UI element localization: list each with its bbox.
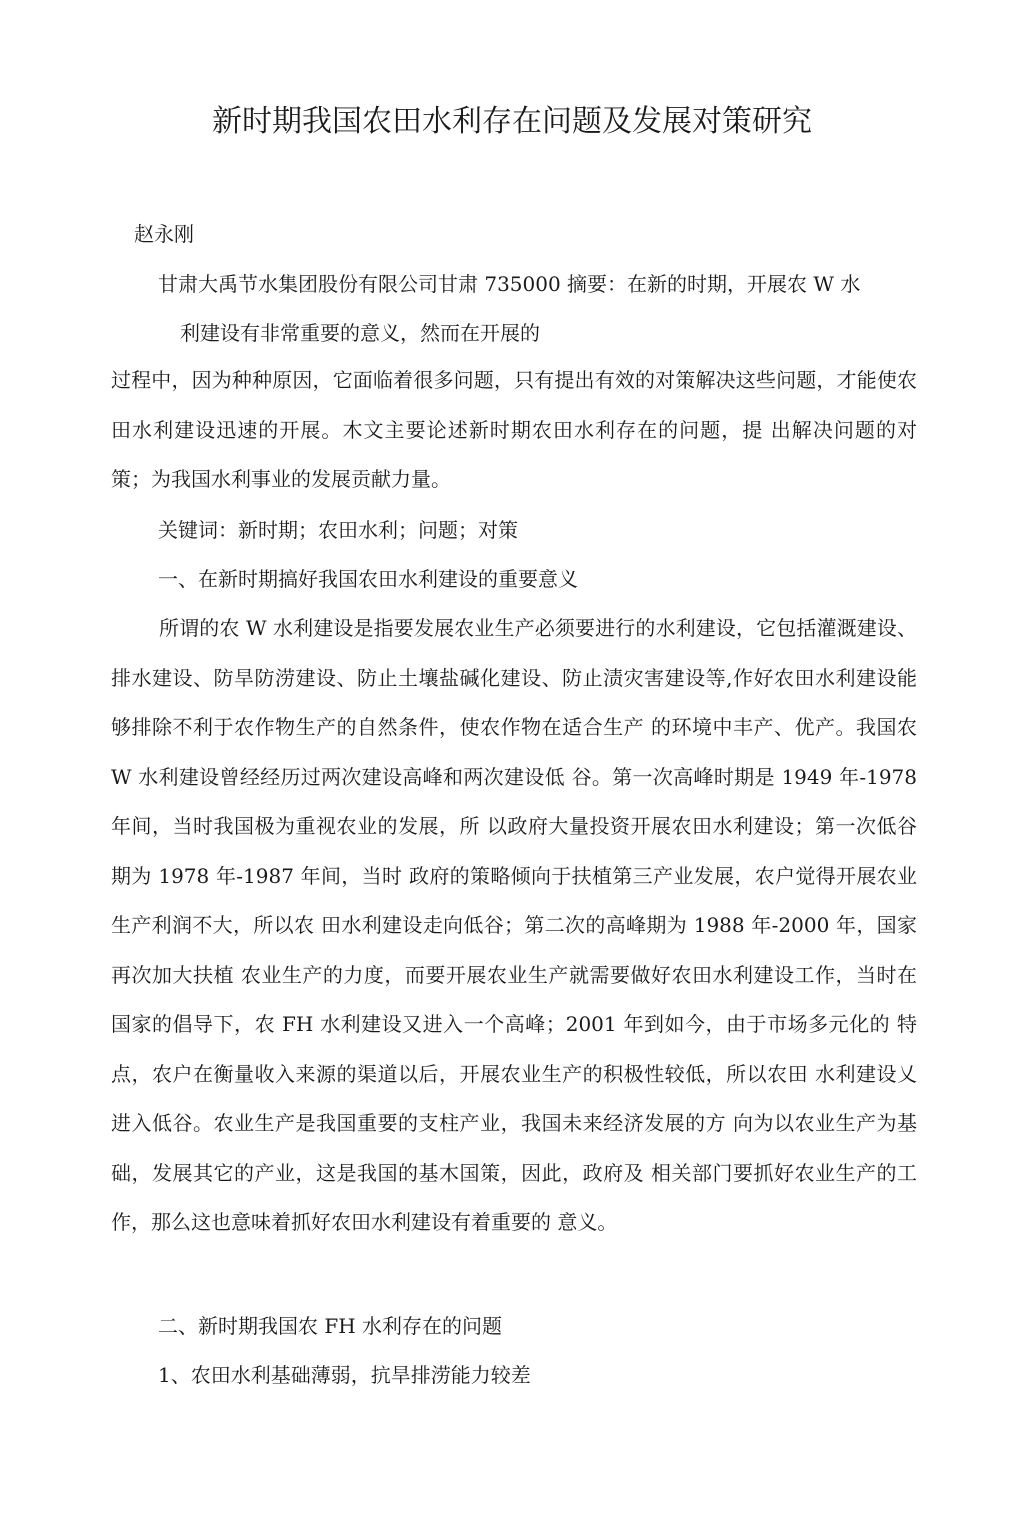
section-2-heading: 二、新时期我国农 FH 水利存在的问题	[158, 1314, 503, 1338]
subsection-1-heading: 1、农田水利基础薄弱，抗旱排涝能力较差	[158, 1363, 531, 1387]
document-title: 新时期我国农田水利存在问题及发展对策研究	[212, 104, 812, 139]
section-1-paragraph: 所谓的农 W 水利建设是指要发展农业生产必须要进行的水利建设，它包括灌溉建设、排水建设、防旱防涝建设、防止土壤盐碱化建设、防止渍灾害建设等,作好农田水利建设能够排除不利于农作物生产的自然条件，使农作物在适合生产 的环境中丰产、优产。我国农 W 水利建设曾经经历过两次建设高峰和两次建设低 谷。第一次高峰时期是 1949 年-1978 年间，当时我国极为重视农业的发展，所 以政府大量投资开展农田水利建设；第一次低谷期为 1978 年-1987 年间，当时 政府的策略倾向于扶植第三产业发展，农户觉得开展农业生产利润不大，所以农 田水利建设走向低谷；第二次的高峰期为 1988 年-2000 年，国家再次加大扶植 农业生产的力度，而要开展农业生产就需要做好农田水利建设工作，当时在国家的倡导下，农 FH 水利建设又进入一个高峰；2001 年到如今，由于市场多元化的 特点，农户在衡量收入来源的渠道以后，开展农业生产的积极性较低，所以农田 水利建设乂进入低谷。农业生产是我国重要的支柱产业，我国未来经济发展的方 向为以农业生产为基础，发展其它的产业，这是我国的基木国策，因此，政府及 相关部门要抓好农业生产的工作，那么这也意味着抓好农田水利建设有着重要的 意义。	[111, 616, 917, 1234]
keywords-line: 关键词：新时期；农田水利；问题；对策	[158, 518, 518, 542]
author-name: 赵永刚	[134, 222, 194, 246]
affiliation-line-1: 甘肃大禹节水集团股份有限公司甘肃 735000 摘要：在新的时期，开展农 W 水	[158, 272, 861, 296]
abstract-paragraph: 过程中，因为种种原因，它面临着很多问题，只有提出有效的对策解决这些问题，才能使农田水利建设迅速的开展。木文主要论述新时期农田水利存在的问题，提 出解决问题的对策；为我国水利事业的发展贡献力量。	[111, 368, 917, 491]
affiliation-line-2: 利建设有非常重要的意义，然而在开展的	[180, 321, 540, 345]
section-1-heading: 一、在新时期搞好我国农田水利建设的重要意义	[158, 567, 578, 591]
